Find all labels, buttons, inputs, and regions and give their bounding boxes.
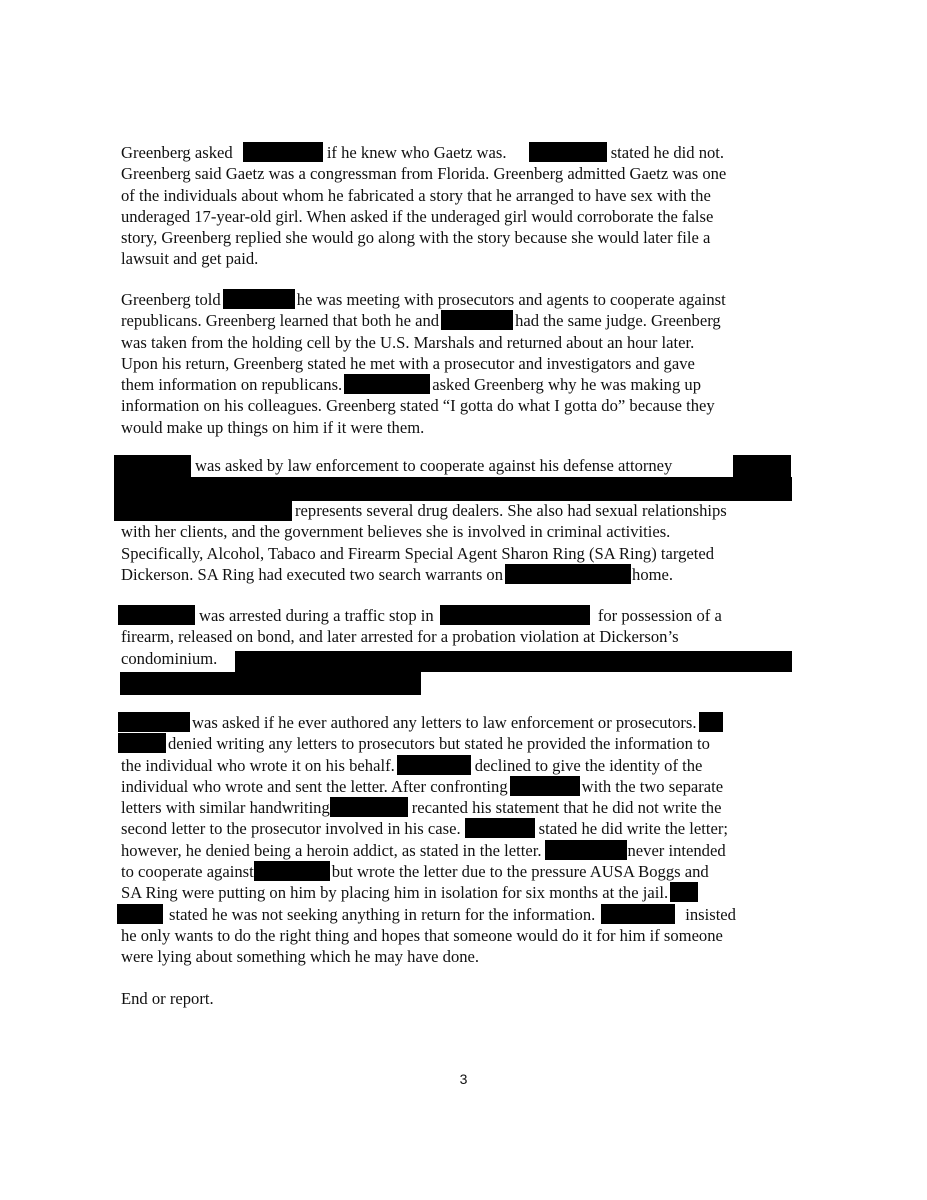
redaction-block [117,904,163,924]
text-segment: SA Ring were putting on him by placing him in isolation for six months at the jail. [121,883,669,903]
text-segment: had the same judge. Greenberg [515,311,721,331]
text-segment: stated he did write the letter; [538,819,729,839]
paragraph-5 [121,712,784,968]
text-line: would make up things on him if it were them. [121,417,425,437]
text-segment: republicans. Greenberg learned that both he and [121,311,440,331]
text-segment: them information on republicans. [121,375,343,395]
text-line: Specifically, Alcohol, Tabaco and Firearm Special Agent Sharon Ring (SA Ring) targeted [121,543,715,563]
redaction-block [118,605,195,625]
text-line: represents several drug dealers. She also had sexual relationships [295,501,727,520]
redaction-block [440,605,590,625]
text-segment: but wrote the letter due to the pressure AUSA Boggs and [331,862,709,882]
text-segment: was asked if he ever authored any letters to law enforcement or prosecutors. [192,713,697,732]
text-line: story, Greenberg replied she would go along with the story because she would later file a [121,228,711,248]
paragraph-3 [121,500,784,585]
text-line: with her clients, and the government believes she is involved in criminal activities. [121,522,671,542]
text-line: underaged 17-year-old girl. When asked if the underaged girl would corroborate the false [121,206,714,226]
text-segment: never intended [627,840,726,860]
redaction-block [118,712,190,732]
redaction-block [120,672,421,695]
text-line: condominium. [121,648,218,668]
redaction-block [223,289,295,309]
text-line: were lying about something which he may have done. [121,947,480,967]
text-segment: asked Greenberg why he was making up [432,375,702,395]
redaction-block [670,882,698,902]
text-segment: stated he was not seeking anything in return for the information. [169,904,596,924]
text-segment: recanted his statement that he did not write the [411,798,722,818]
text-segment: Dickerson. SA Ring had executed two search warrants on [121,564,504,584]
redaction-block [699,712,723,732]
text-segment: the individual who wrote it on his behalf. [121,755,395,775]
redaction-block [465,818,535,838]
redaction-block [529,142,607,162]
redaction-block [114,477,792,501]
redaction-block [114,455,191,477]
text-segment: if he knew who Gaetz was. [326,143,507,162]
redaction-block [397,755,471,775]
text-line: was asked by law enforcement to cooperate against his defense attorney [195,456,673,475]
text-line: End or report. [121,989,214,1008]
redaction-block [601,904,675,924]
redaction-block [733,455,791,477]
text-segment: however, he denied being a heroin addict, as stated in the letter. [121,840,542,860]
text-line: Greenberg said Gaetz was a congressman from Florida. Greenberg admitted Gaetz was one [121,164,727,184]
paragraph-6 [121,988,784,1009]
paragraph-3-first-line [195,455,735,476]
text-segment: Greenberg told [121,290,221,309]
redaction-block [510,776,580,796]
redaction-block [118,733,166,753]
text-segment: he was meeting with prosecutors and agents to cooperate against [296,290,726,309]
text-segment: letters with similar handwriting [121,798,330,818]
text-segment: individual who wrote and sent the letter. After confronting [121,776,508,796]
paragraph-1 [121,142,784,270]
paragraph-2 [121,289,784,438]
text-line: Upon his return, Greenberg stated he met with a prosecutor and investigators and gave [121,353,695,373]
text-segment: insisted [685,904,736,924]
text-line: information on his colleagues. Greenberg stated “I gotta do what I gotta do” because they [121,396,715,416]
redaction-block [330,797,408,817]
redaction-block [235,651,792,672]
redaction-block [243,142,323,162]
text-segment: to cooperate against [121,862,254,882]
text-line: he only wants to do the right thing and hopes that someone would do it for him if someone [121,925,723,945]
text-line: lawsuit and get paid. [121,249,259,269]
text-line: was taken from the holding cell by the U.S. Marshals and returned about an hour later. [121,332,695,352]
redaction-block [344,374,430,394]
text-segment: denied writing any letters to prosecutors but stated he provided the information to [168,734,710,754]
text-segment: was arrested during a traffic stop in [199,606,434,625]
text-segment: declined to give the identity of the [474,755,703,775]
redaction-block [545,840,627,860]
page-number: 3 [459,1071,468,1087]
text-segment: for possession of a [597,606,722,625]
text-segment: Greenberg asked [121,143,233,162]
text-line: of the individuals about whom he fabricated a story that he arranged to have sex with the [121,185,711,205]
text-segment: with the two separate [581,776,724,796]
text-line: firearm, released on bond, and later arrested for a probation violation at Dickerson’s [121,627,679,647]
redaction-block [441,310,513,330]
redaction-block [505,564,631,584]
text-segment: stated he did not. [610,143,725,162]
text-segment: second letter to the prosecutor involved in his case. [121,819,461,839]
text-segment: home. [632,564,674,584]
redaction-block [254,861,330,881]
